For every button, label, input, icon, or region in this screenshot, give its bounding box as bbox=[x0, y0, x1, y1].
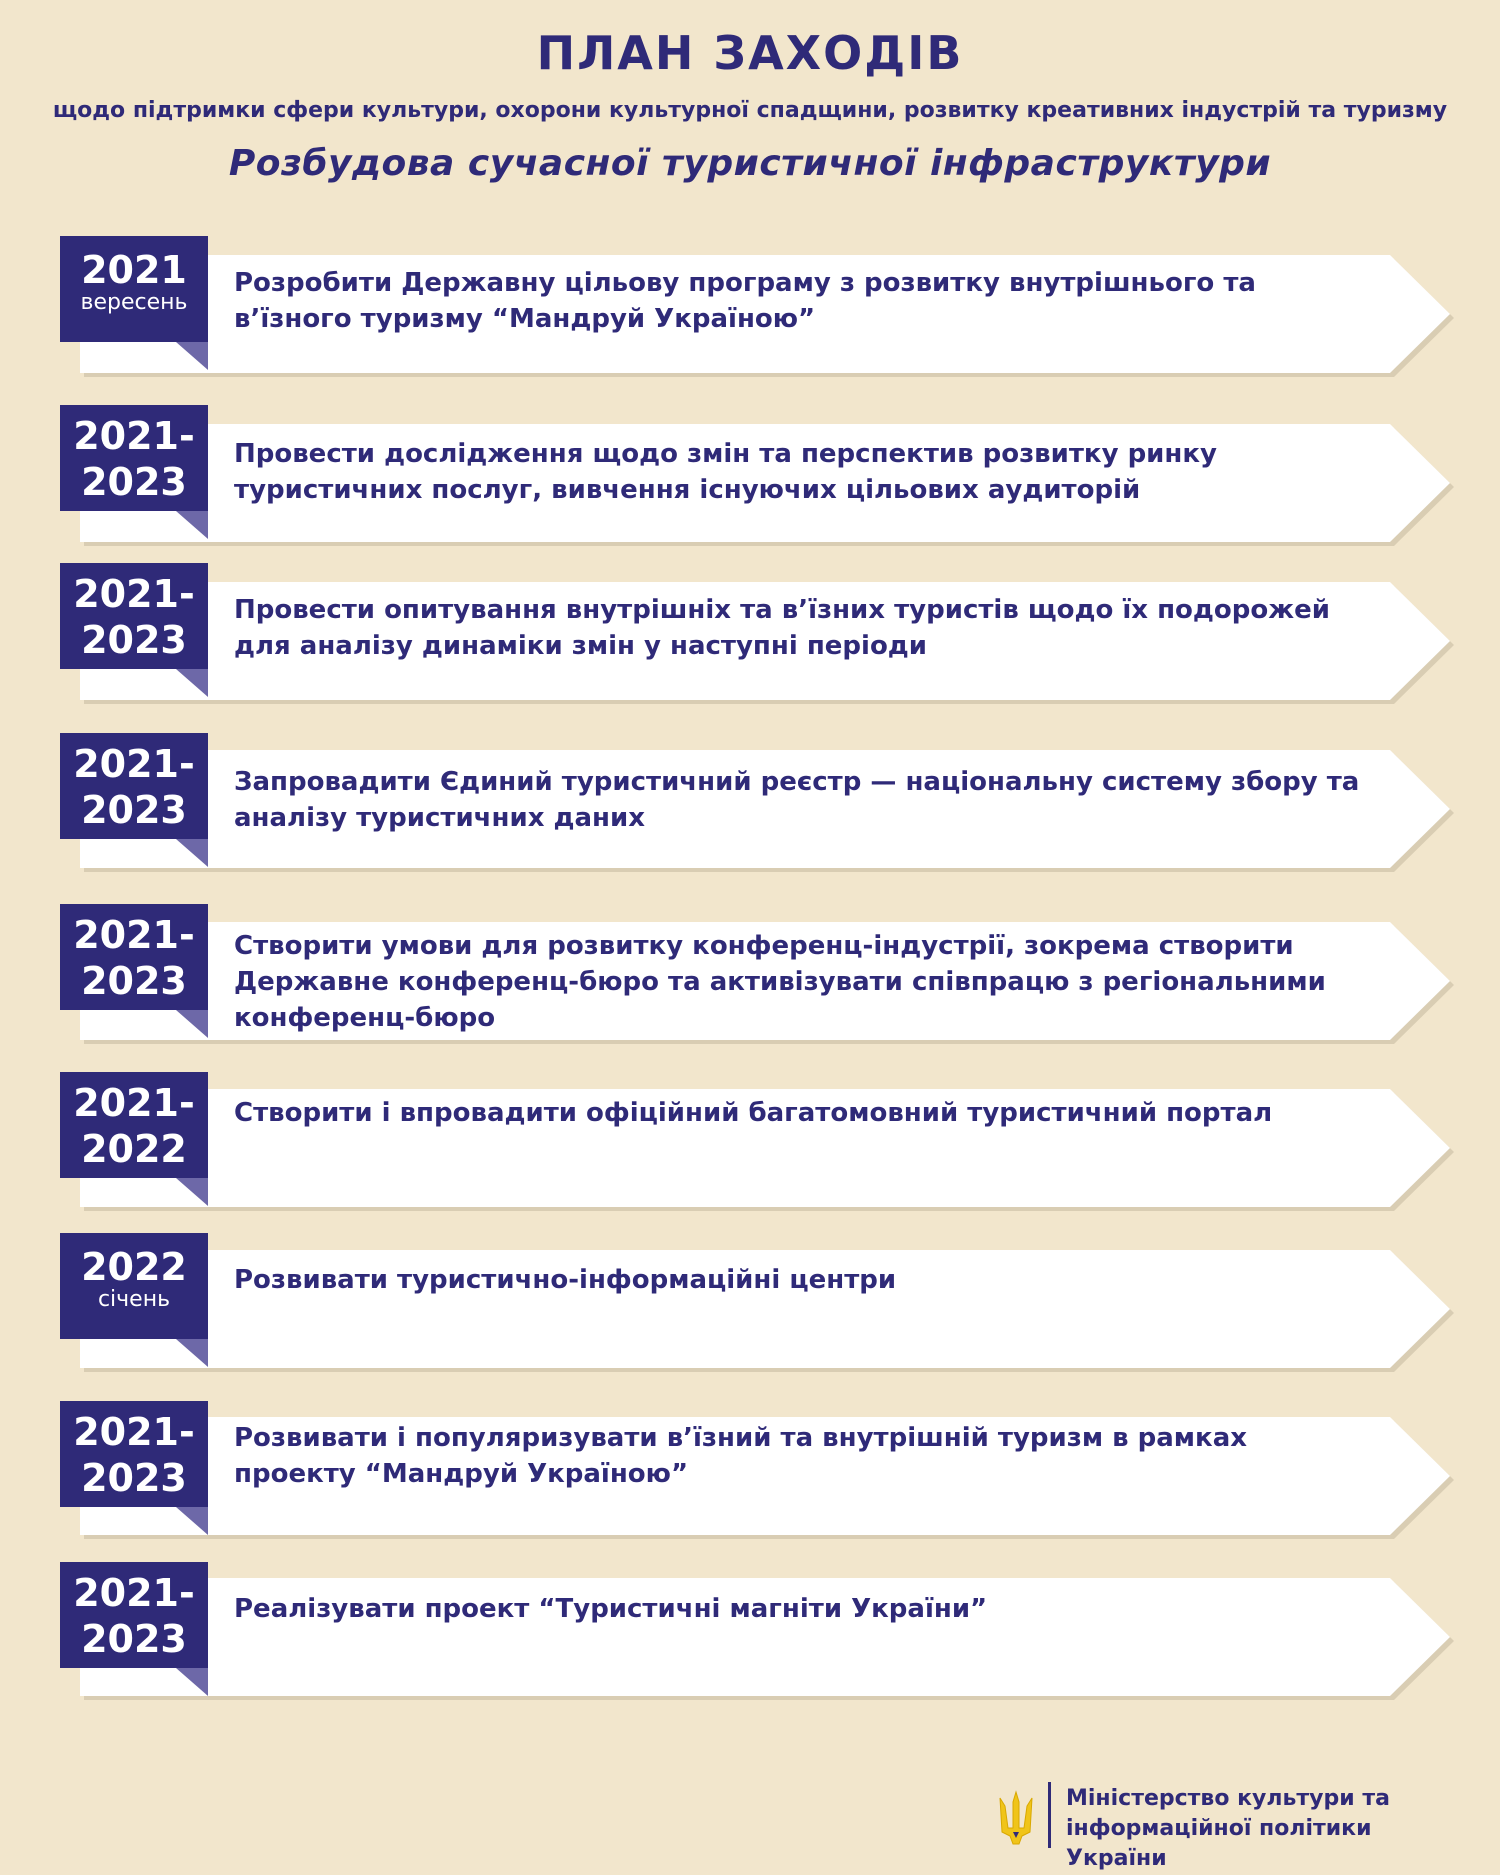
year-badge bbox=[60, 733, 208, 839]
measure-text: Провести опитування внутрішніх та в’їзних туристів щодо їх подорожей для аналізу динаміки змін у наступні періоди bbox=[234, 595, 1330, 661]
page-subtitle: щодо підтримки сфери культури, охорони культурної спадщини, розвитку креативних індустрій та туризму bbox=[52, 98, 1448, 123]
year-label: 2021- 2023 bbox=[73, 742, 195, 832]
ribbon-fold bbox=[176, 1339, 208, 1367]
section-title: Розбудова сучасної туристичної інфраструктури bbox=[228, 143, 1272, 184]
ministry-name-line2: інформаційної політики України bbox=[1066, 1816, 1372, 1871]
page-title: ПЛАН ЗАХОДІВ bbox=[536, 26, 964, 80]
year-badge bbox=[60, 405, 208, 511]
year-badge bbox=[60, 1233, 208, 1339]
measure-text: Створити і впровадити офіційний багатомовний туристичний портал bbox=[234, 1098, 1273, 1128]
ministry-name-line1: Міністерство культури та bbox=[1066, 1786, 1390, 1811]
measure-text: Розробити Державну цільову програму з розвитку внутрішнього та в’їзного туризму “Мандруй Україною” bbox=[234, 268, 1256, 334]
month-label: вересень bbox=[80, 290, 188, 315]
ribbon-fold bbox=[176, 1010, 208, 1038]
year-badge bbox=[60, 236, 208, 342]
trident-icon bbox=[996, 1788, 1036, 1848]
measure-text: Запровадити Єдиний туристичний реєстр — національну систему збору та аналізу туристичних даних bbox=[234, 767, 1360, 833]
measure-text: Створити умови для розвитку конференц-індустрії, зокрема створити Державне конференц-бюро та активізувати співпрацю з регіональними конференц-бюро bbox=[234, 931, 1326, 1033]
ribbon-fold bbox=[176, 669, 208, 697]
year-label: 2021 bbox=[81, 248, 187, 292]
ribbon-fold bbox=[176, 1178, 208, 1206]
year-label: 2021- 2023 bbox=[73, 572, 195, 662]
year-label: 2021- 2022 bbox=[73, 1081, 195, 1171]
ribbon-fold bbox=[176, 839, 208, 867]
measure-text: Розвивати і популяризувати в’їзний та внутрішній туризм в рамках проекту “Мандруй Україною” bbox=[234, 1423, 1248, 1489]
year-badge bbox=[60, 904, 208, 1010]
ribbon-fold bbox=[176, 1668, 208, 1696]
month-label: січень bbox=[97, 1287, 171, 1312]
footer bbox=[996, 1778, 1466, 1871]
year-label: 2022 bbox=[81, 1245, 187, 1289]
ribbon-fold bbox=[176, 511, 208, 539]
year-label: 2021- 2023 bbox=[73, 1571, 195, 1661]
measure-text: Реалізувати проект “Туристичні магніти України” bbox=[234, 1594, 988, 1624]
year-badge bbox=[60, 1562, 208, 1668]
year-label: 2021- 2023 bbox=[73, 1410, 195, 1500]
year-label: 2021- 2023 bbox=[73, 913, 195, 1003]
footer-divider bbox=[1048, 1782, 1051, 1848]
year-badge bbox=[60, 1401, 208, 1507]
year-badge bbox=[60, 563, 208, 669]
ribbon-fold bbox=[176, 342, 208, 370]
year-badge bbox=[60, 1072, 208, 1178]
measure-text: Розвивати туристично-інформаційні центри bbox=[234, 1265, 897, 1295]
measure-text: Провести дослідження щодо змін та перспектив розвитку ринку туристичних послуг, вивчення існуючих цільових аудиторій bbox=[234, 439, 1217, 505]
year-label: 2021- 2023 bbox=[73, 414, 195, 504]
ribbon-fold bbox=[176, 1507, 208, 1535]
ministry-name bbox=[1066, 1784, 1466, 1874]
